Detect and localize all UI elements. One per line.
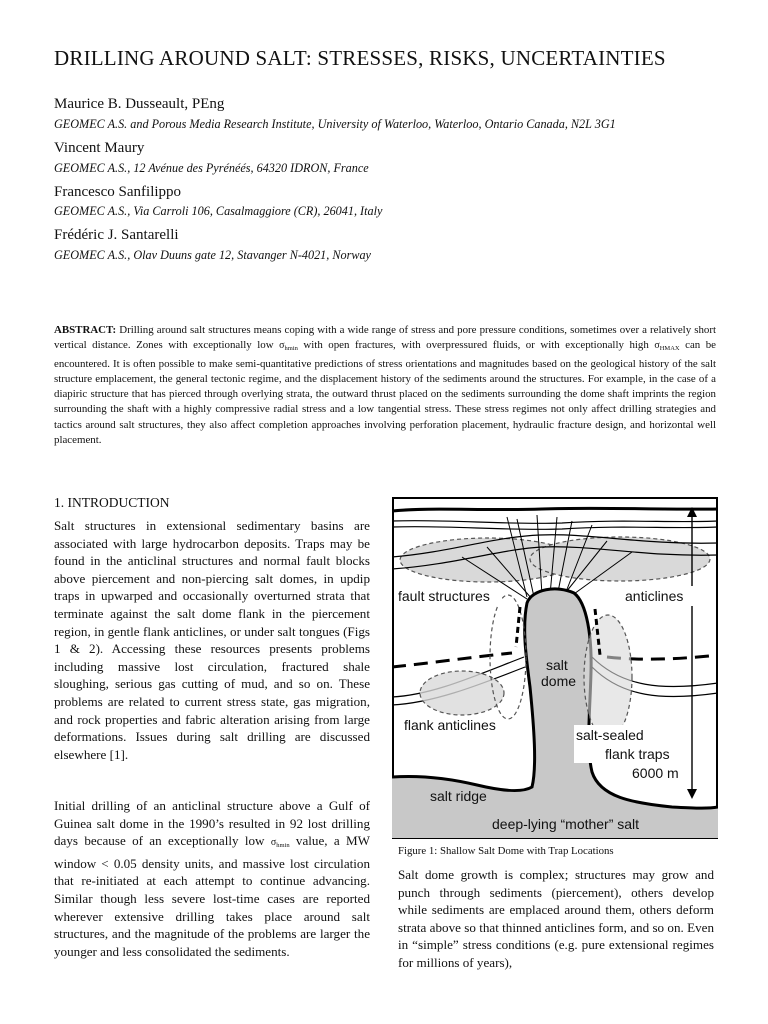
sigma-symbol: σ — [279, 340, 285, 352]
paragraph-text: value, a MW window < 0.05 density units, and massive lost circulation that re-initiated at each attempt to continue advancing. Similar though less severe lost-time cases are reported wherever extensive drilling takes place around salt structures, and the magnitude of the problems are larger the younger and less consolidated the sediments. — [54, 833, 370, 959]
label-salt: salt — [546, 657, 568, 673]
label-mother-salt: deep-lying “mother” salt — [492, 816, 640, 832]
body-paragraph — [54, 797, 370, 960]
body-paragraph: Salt structures in extensional sedimentary basins are associated with large hydrocarbon deposits. Traps may be found in the anticlinal structures and normal fault blocks above piercement and non-piercing salt domes, in updip traps in upwarped and occasionally overturned strata that terminate against the salt dome flank in the piercement region, in gentle flank anticlines, or under salt tongues (Figs 1 & 2). Accessing these resources presents problems including massive lost circulation, fractured shale sloughing, serious gas cutting of mud, and so on. These problems are related to current stress state, gas migration, and rock properties and fabric alteration arising from large deformations. Issues during salt drilling are discussed elsewhere [1]. — [54, 518, 370, 762]
section-heading: 1. INTRODUCTION — [54, 495, 170, 510]
anticline-zone — [530, 537, 710, 581]
salt-dome-figure — [392, 497, 718, 839]
subscript: hmin — [276, 842, 290, 850]
abstract — [54, 323, 716, 448]
flank-trap-zone — [584, 615, 632, 739]
sigma-symbol: σ — [270, 837, 277, 849]
author-name: Maurice B. Dusseault, PEng — [54, 96, 225, 112]
subscript: hmin — [284, 345, 298, 353]
abstract-text: with open fractures, with overpressured fluids, or with exceptionally high — [297, 339, 655, 352]
author-name: Francesco Sanfilippo — [54, 184, 182, 200]
label-salt-ridge: salt ridge — [430, 788, 487, 804]
label-anticlines: anticlines — [625, 588, 684, 604]
author-affiliation: GEOMEC A.S., 12 Avénue des Pyrénéés, 64320 IDRON, France — [54, 161, 369, 175]
label-flank-anticlines: flank anticlines — [404, 717, 496, 733]
abstract-label: ABSTRACT: — [54, 324, 117, 336]
abstract-text: Drilling around salt structures means coping with a wide range of stress and pore pressure conditions, sometimes over a relatively short vertical distance. Zones with exceptionally low — [54, 324, 716, 352]
label-flank-traps: flank traps — [605, 746, 670, 762]
author-name: Frédéric J. Santarelli — [54, 227, 179, 243]
abstract-text: can be encountered. It is often possible to make semi-quantitative predictions of stress orientations and magnitudes based on the geological history of the salt structure emplacement, the general tectonic regime, and the displacement history of the sediments around the structures. For example, in the case of a diapiric structure that has pierced through overlying strata, the outward thrust placed on the sediments surrounding the dome shaft imprints the region surrounding the shaft with a highly compressive radial stress and a low tangential stress. These stress regimes not only affect drilling strategies and tactics around salt structures, they also affect completion approaches involving perforation placement, hydraulic fracture design, and horizontal well placement. — [54, 339, 717, 447]
figure-caption: Figure 1: Shallow Salt Dome with Trap Locations — [398, 845, 614, 857]
label-depth: 6000 m — [632, 765, 679, 781]
label-salt-sealed: salt-sealed — [576, 727, 644, 743]
paper-title: DRILLING AROUND SALT: STRESSES, RISKS, UNCERTAINTIES — [54, 46, 666, 70]
subscript: HMAX — [659, 345, 680, 353]
author-affiliation: GEOMEC A.S., Olav Duuns gate 12, Stavanger N-4021, Norway — [54, 248, 371, 262]
author-affiliation: GEOMEC A.S., Via Carroli 106, Casalmaggiore (CR), 26041, Italy — [54, 204, 383, 218]
body-paragraph: Salt dome growth is complex; structures may grow and punch through sediments (piercement), others develop while sediments are emplaced around them, others deform strata above so that thinned anticlines form, and so on. Even in “simple” stress conditions (e.g. pure extensional regimes for millions of years), — [398, 867, 714, 970]
author-affiliation: GEOMEC A.S. and Porous Media Research Institute, University of Waterloo, Waterloo, Ontario Canada, N2L 3G1 — [54, 117, 616, 131]
label-fault-structures: fault structures — [398, 588, 490, 604]
author-name: Vincent Maury — [54, 140, 145, 156]
paragraph-text: Initial drilling of an anticlinal structure above a Gulf of Guinea salt dome in the 1990’s resulted in 92 lost drilling days because of an exceptionally low — [54, 798, 370, 849]
sigma-symbol: σ — [654, 340, 660, 352]
label-dome: dome — [541, 673, 577, 689]
